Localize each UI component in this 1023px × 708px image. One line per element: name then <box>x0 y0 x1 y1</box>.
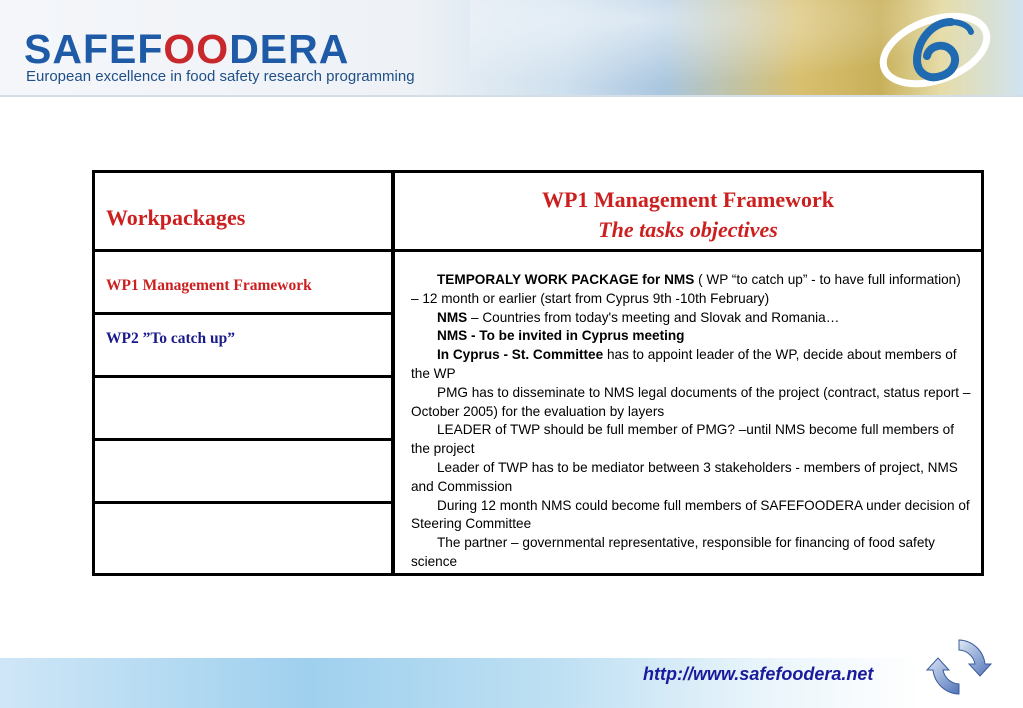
logo-text-part3: DERA <box>229 26 350 72</box>
objective-paragraph <box>411 271 971 309</box>
cycle-arrows-icon[interactable] <box>924 634 994 700</box>
tagline: European excellence in food safety research programming <box>26 68 415 85</box>
objective-text: has to appoint leader of the WP, decide about members of the WP <box>411 347 957 381</box>
objective-text: ( WP “to catch up” - to have full information) – 12 month or earlier (start from Cyprus 9th -10th February) <box>411 272 961 306</box>
objective-text: LEADER of TWP should be full member of PMG? –until NMS become full members of the project <box>411 422 955 457</box>
wp1-header-title: WP1 Management Framework <box>541 187 835 212</box>
workpackage-row-empty-3 <box>92 501 394 576</box>
objective-text: Leader of TWP has to be mediator between 3 stakeholders - members of project, NMS and Commission <box>411 459 958 494</box>
objective-paragraph <box>411 384 971 422</box>
workpackage-table <box>92 170 984 576</box>
wp1-header-subtitle: The tasks objectives <box>598 217 778 242</box>
objective-bold: NMS <box>437 309 468 325</box>
objective-text: During 12 month NMS could become full members of SAFEFOODERA under decision of Steering Committee <box>411 497 970 532</box>
banner-divider <box>0 95 1023 97</box>
objective-paragraph <box>411 459 971 497</box>
logo-text-part2: OO <box>163 26 230 72</box>
objective-bold: NMS - To be invited in Cyprus meeting <box>437 328 685 344</box>
objective-paragraph <box>411 497 971 535</box>
workpackage-row-empty-2 <box>92 438 394 504</box>
objective-text: – Countries from today's meeting and Slovak and Romania… <box>467 309 840 325</box>
header-banner <box>0 0 1023 97</box>
objective-paragraph <box>411 346 971 384</box>
workpackage-row-empty-1 <box>92 375 394 441</box>
workpackages-header-cell <box>92 170 394 252</box>
tasks-objectives-text <box>411 271 971 572</box>
objective-bold: TEMPORALY WORK PACKAGE for NMS <box>437 272 695 287</box>
objective-paragraph <box>411 534 971 572</box>
wp1-header-cell <box>392 170 984 252</box>
safefoodera-logo <box>24 26 349 73</box>
workpackage-row-wp2[interactable] <box>92 312 394 378</box>
objective-paragraph <box>411 309 971 328</box>
objective-paragraph <box>411 327 971 346</box>
workpackage-label-wp1: WP1 Management Framework <box>106 277 312 294</box>
objective-paragraph <box>411 421 971 459</box>
workpackage-row-wp1[interactable] <box>92 249 394 315</box>
workpackages-header: Workpackages <box>106 205 246 230</box>
website-link[interactable]: http://www.safefoodera.net <box>643 664 874 684</box>
logo-text-part1: SAFEF <box>24 26 164 72</box>
objective-text: PMG has to disseminate to NMS legal documents of the project (contract, status report – October 2005) for the evaluation by layers <box>411 384 971 419</box>
workpackage-label-wp2: WP2 ”To catch up” <box>106 330 236 347</box>
tasks-objectives-cell <box>392 249 984 576</box>
fp6-logo-icon <box>873 6 993 92</box>
objective-text: The partner – governmental representative, responsible for financing of food safety science <box>411 535 935 569</box>
objective-bold: In Cyprus - St. Committee <box>437 347 604 363</box>
